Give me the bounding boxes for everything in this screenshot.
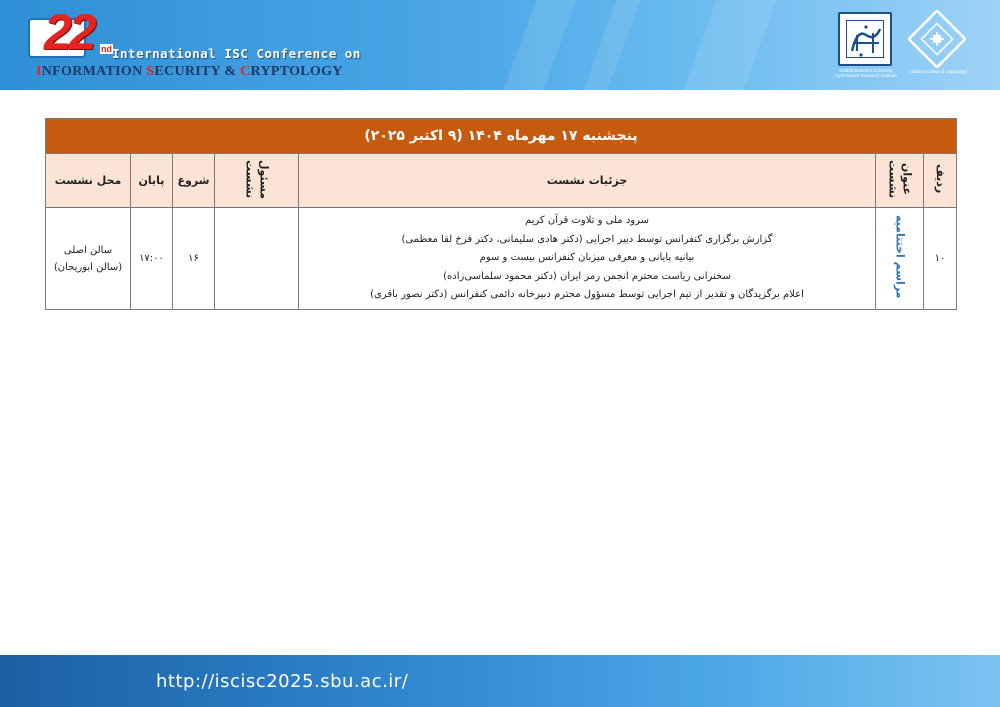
schedule-header-row xyxy=(46,154,957,208)
isc-logo-caption: Iranian Society of Cryptology xyxy=(909,69,967,74)
conference-title-line2: INFORMATION SECURITY & CRYPTOLOGY xyxy=(36,64,343,79)
cell-venue xyxy=(46,208,131,310)
schedule-date-title: پنجشنبه ۱۷ مهرماه ۱۴۰۴ (۹ اکتبر ۲۰۲۵) xyxy=(46,119,957,154)
conference-number-suffix: nd xyxy=(101,44,112,54)
sbu-logo xyxy=(838,12,892,66)
conference-title-line1: International ISC Conference on xyxy=(112,46,361,61)
cell-session-title: مراسم اختتامیه xyxy=(876,208,924,310)
cell-start-time: ۱۶ xyxy=(173,208,215,310)
sbu-logo-calligraphy xyxy=(846,20,884,58)
header-start-time: شروع xyxy=(173,154,215,208)
venue-line1: سالن اصلی xyxy=(63,244,113,256)
detail-line: گزارش برگزاری کنفرانس توسط دبیر اجرایی (دکتر هادی سلیمانی، دکتر فرخ لقا معظمی) xyxy=(401,233,773,245)
cell-session-responsible xyxy=(215,208,299,310)
detail-line: سرود ملی و تلاوت قرآن کریم xyxy=(524,215,650,227)
detail-line: اعلام برگزیدگان و تقدیر از تیم اجرایی توسط مسؤول محترم دبیرخانه دائمی کنفرانس (دکتر نصور باقری) xyxy=(370,289,804,301)
table-row xyxy=(46,208,957,310)
banner-stripe xyxy=(504,0,577,90)
venue-line2: (سالن ابوریحان) xyxy=(53,261,123,273)
sbu-logo-caption: Shahid Beheshti University Cyberspace Research Institute xyxy=(835,68,897,78)
header-session-title: عنوان نشست xyxy=(876,154,924,208)
schedule-title-row xyxy=(46,119,957,154)
header-banner xyxy=(0,0,1000,90)
conference-website-link[interactable]: http://iscisc2025.sbu.ac.ir/ xyxy=(156,671,409,692)
detail-line: سخنرانی ریاست محترم انجمن رمز ایران (دکتر محمود سلماسی‌زاده) xyxy=(443,270,731,282)
header-session-details: جزئیات نشست xyxy=(299,154,876,208)
header-venue: محل نشست xyxy=(46,154,131,208)
header-session-responsible: مسئول نشست xyxy=(215,154,299,208)
schedule-table xyxy=(45,118,957,310)
cell-end-time: ۱۷:۰۰ xyxy=(131,208,173,310)
conference-number: 22 xyxy=(44,4,94,60)
isc-logo xyxy=(908,10,966,68)
detail-line: بیانیه پایانی و معرفی میزبان کنفرانس بیست و سوم xyxy=(479,252,695,264)
footer-banner xyxy=(0,655,1000,707)
cell-row-number: ۱۰ xyxy=(924,208,957,310)
header-end-time: پایان xyxy=(131,154,173,208)
banner-stripe xyxy=(584,0,641,90)
cell-session-details xyxy=(299,208,876,310)
header-row-number: ردیف xyxy=(924,154,957,208)
banner-stripe xyxy=(684,0,777,90)
